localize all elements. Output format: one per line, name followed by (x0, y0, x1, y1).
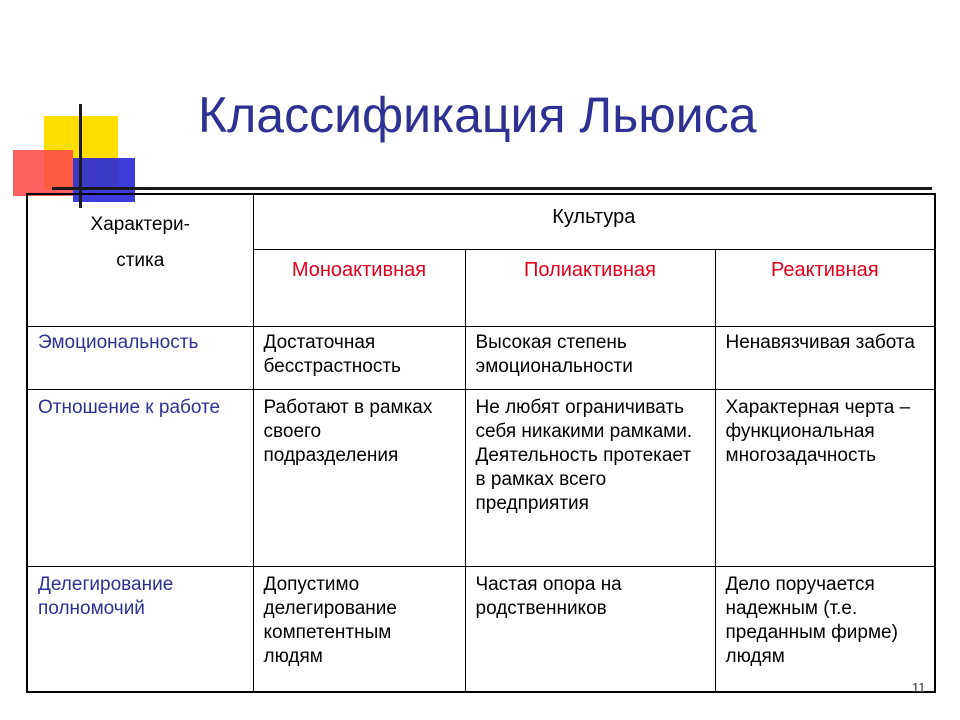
table-cell: Характерная черта – функциональная многозадачность (715, 390, 935, 567)
culture-header: Культура (253, 194, 935, 250)
table-cell: Дело поручается надежным (т.е. преданным фирме) людям (715, 567, 935, 693)
row-label-emotionality: Эмоциональность (27, 327, 253, 390)
table-row (27, 327, 935, 390)
page-number: 11 (912, 680, 926, 695)
culture-type-monoactive: Моноактивная (253, 250, 465, 327)
table-header-row (27, 194, 935, 250)
row-label-delegation: Делегирование полномочий (27, 567, 253, 693)
decor-horizontal-line (52, 187, 932, 190)
table-cell: Работают в рамках своего подразделения (253, 390, 465, 567)
table-cell: Высокая степень эмоциональности (465, 327, 715, 390)
table-cell: Достаточная бесстрастность (253, 327, 465, 390)
table-cell: Не любят ограничивать себя никакими рамками. Деятельность протекает в рамках всего предприятия (465, 390, 715, 567)
table-row (27, 567, 935, 693)
table-cell: Ненавязчивая забота (715, 327, 935, 390)
culture-type-polyactive: Полиактивная (465, 250, 715, 327)
slide-title: Классификация Льюиса (198, 87, 757, 143)
characteristic-header-line-1: Характери- (90, 214, 190, 235)
characteristic-header-line-2: стика (116, 250, 165, 271)
table-cell: Частая опора на родственников (465, 567, 715, 693)
lewis-classification-table (26, 193, 936, 693)
row-label-attitude-to-work: Отношение к работе (27, 390, 253, 567)
table-cell: Допустимо делегирование компетентным людям (253, 567, 465, 693)
culture-type-reactive: Реактивная (715, 250, 935, 327)
characteristic-header (27, 194, 253, 327)
table-row (27, 390, 935, 567)
